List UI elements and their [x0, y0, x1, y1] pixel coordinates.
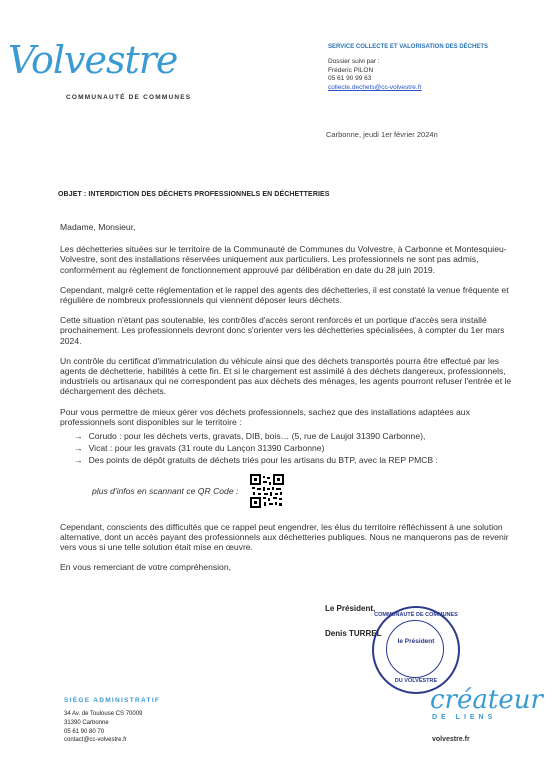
paragraph-4: Un contrôle du certificat d'immatriculation du véhicule ainsi que des déchets transportés pourra être effectué par les agents de déchetterie, habilités à cette fin. Et si le chargement est assimilé à des déchets dangereux, professionnels, industriels ou artisanaux qui ne correspondent pas aux déchets des ménages, les agents pourront refuser l'entrée et le déchargement des déchets.: [60, 355, 512, 397]
website-link[interactable]: volvestre.fr: [432, 736, 470, 743]
slogan-script: créateur: [430, 685, 543, 715]
followed-by-label: Dossier suivi par :: [328, 58, 380, 65]
contact-block: [328, 58, 422, 92]
paragraph-2: Cependant, malgré cette réglementation et le rappel des agents des déchetteries, il est constaté la venue fréquente et régulière de nombreux professionnels qui viennent déposer leurs déchets.: [60, 284, 509, 306]
letter-body: [60, 222, 512, 582]
salutation: Madame, Monsieur,: [60, 222, 136, 232]
footer-phone: 05 61 90 80 70: [64, 728, 105, 735]
logo-volvestre: Volvestre: [8, 38, 178, 82]
closing: En vous remerciant de votre compréhension,: [60, 562, 232, 573]
service-name: SERVICE COLLECTE ET VALORISATION DES DÉCHETS: [328, 44, 489, 50]
stamp-top-text: COMMUNAUTÉ DE COMMUNES: [374, 612, 458, 618]
siege-label: SIÈGE ADMINISTRATIF: [64, 697, 161, 704]
stamp-inner-ring: [386, 620, 444, 678]
arrow-right-icon: →: [74, 431, 83, 442]
address-line-1: 34 Av. de Toulouse CS 70009: [64, 711, 143, 717]
list-item: → Corudo : pour les déchets verts, gravats, DIB, bois… (5, rue de Laujol 31390 Carbonne),: [74, 431, 426, 442]
qr-code-image[interactable]: [250, 474, 284, 508]
signature-title: Le Président,: [325, 604, 376, 613]
slogan-caps: DE LIENS: [432, 714, 497, 721]
paragraph-6: Cependant, conscients des difficultés que ce rappel peut engendrer, les élus du territoire réfléchissent à une solution alternative, dont un accès payant des professionnels aux déchetteries publiques. Nous ne manquerons pas de revenir vers vous si une telle solution était mise en œuvre.: [60, 521, 509, 553]
contact-phone: 05 61 90 99 63: [328, 75, 372, 83]
arrow-right-icon: →: [74, 455, 83, 466]
paragraph-3: Cette situation n'étant pas soutenable, les contrôles d'accès seront renforcés et un portique d'accès sera installé prochainement. Les professionnels devront donc s'orienter vers les déchetteries spécialisées, à compter du 1er mars 2024.: [60, 315, 505, 346]
footer-email[interactable]: contact@cc-volvestre.fr: [64, 737, 127, 744]
official-stamp: [372, 606, 460, 694]
qr-code-line: [92, 474, 512, 508]
stamp-center-text: le Président: [397, 638, 435, 645]
arrow-right-icon: →: [74, 443, 83, 454]
footer-address: [64, 710, 142, 745]
list-item: → Vicat : pour les gravats (31 route du Lançon 31390 Carbonne): [74, 443, 325, 454]
contact-name: Fréderic PILON: [328, 66, 374, 74]
letter-subject: OBJET : INTERDICTION DES DÉCHETS PROFESSIONNELS EN DÉCHETTERIES: [58, 191, 330, 198]
stamp-bottom-text: DU VOLVESTRE: [394, 678, 438, 684]
qr-code-caption: plus d'infos en scannant ce QR Code :: [92, 485, 239, 496]
list-item: → Des points de dépôt gratuits de déchets triés pour les artisans du BTP, avec la REP PMCB :: [74, 455, 438, 466]
letter-date: Carbonne, jeudi 1er février 2024n: [326, 130, 438, 139]
paragraph-1: Les déchetteries situées sur le territoire de la Communauté de Communes du Volvestre, à Carbonne et Montesquieu-Volvestre, sont des installations réservées uniquement aux particuliers. Les professionnels ne sont pas admis, conformément au règlement de fonctionnement approuvé par délibération en date du 28 juin 2019.: [60, 244, 507, 275]
signature-name: Denis TURREL: [325, 629, 382, 638]
facilities-list: [60, 431, 512, 466]
address-line-2: 31390 Carbonne: [64, 719, 109, 726]
paragraph-5: Pour vous permettre de mieux gérer vos déchets professionnels, sachez que des installations adaptées aux professionnels sont disponibles sur le territoire :: [60, 406, 470, 427]
logo-subtitle: COMMUNAUTÉ DE COMMUNES: [66, 94, 192, 101]
contact-email-link[interactable]: collecte.dechets@cc-volvestre.fr: [328, 83, 422, 91]
